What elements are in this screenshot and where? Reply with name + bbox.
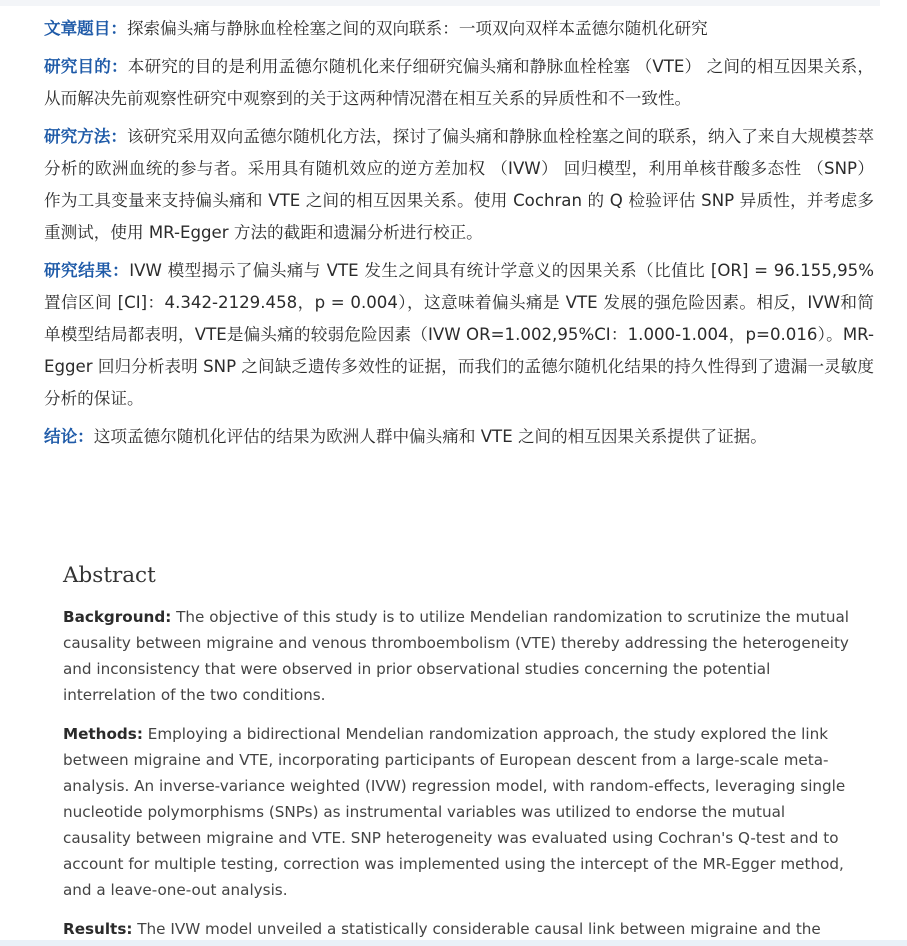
abstract-methods-text: Employing a bidirectional Mendelian randomization approach, the study explored the link between migraine and VTE, incorporating participants of European descent from a large-scale meta-analysis. An inverse-variance weighted (IVW) regression model, with random-effects, leveraging single nucleotide polymorphisms (SNPs) as instrumental variables was utilized to endorse the mutual causality between migraine and VTE. SNP heterogeneity was evaluated using Cochran's Q-test and to account for multiple testing, correction was implemented using the intercept of the MR-Egger method, and a leave-one-out analysis. [63, 725, 846, 899]
abstract-results-label: Results: [63, 920, 133, 938]
abstract-background [63, 604, 853, 708]
title-paragraph [44, 13, 874, 45]
title-text: 探索偏头痛与静脉血栓栓塞之间的双向联系：一项双向双样本孟德尔随机化研究 [126, 19, 708, 38]
conclusion-text: 这项孟德尔随机化评估的结果为欧洲人群中偏头痛和 VTE 之间的相互因果关系提供了证据。 [93, 427, 767, 446]
methods-label: 研究方法： [44, 127, 128, 146]
abstract-methods-label: Methods: [63, 725, 143, 743]
background-text: The objective of this study is to utilize Mendelian randomization to scrutinize the mutual causality between migraine and venous thromboembolism (VTE) thereby addressing the heterogeneity and inconsistency that were observed in prior observational studies concerning the potential interrelation of the two conditions. [63, 608, 849, 704]
conclusion-label: 结论： [44, 427, 94, 446]
right-margin [880, 0, 907, 946]
english-abstract [63, 560, 853, 946]
objective-paragraph [44, 51, 874, 115]
background-label: Background: [63, 608, 172, 626]
results-text: IVW 模型揭示了偏头痛与 VTE 发生之间具有统计学意义的因果关系（比值比 [OR] = 96.155,95% 置信区间 [CI]：4.342-2129.458，p = 0.004），这意味着偏头痛是 VTE 发展的强危险因素。相反，IVW和简单模型结局都表明，VTE是偏头痛的较弱危险因素（IVW OR=1.002,95%CI：1.000-1.004，p=0.016）。MR-Egger 回归分析表明 SNP 之间缺乏遗传多效性的证据，而我们的孟德尔随机化结果的持久性得到了遗漏一灵敏度分析的保证。 [44, 261, 874, 408]
objective-text: 本研究的目的是利用孟德尔随机化来仔细研究偏头痛和静脉血栓栓塞 （VTE） 之间的相互因果关系，从而解决先前观察性研究中观察到的关于这两种情况潜在相互关系的异质性和不一致性。 [44, 57, 874, 108]
conclusion-paragraph [44, 421, 874, 453]
results-paragraph [44, 255, 874, 415]
abstract-heading: Abstract [63, 563, 156, 588]
abstract-methods [63, 721, 853, 903]
abstract-results [63, 916, 853, 942]
results-label: 研究结果： [44, 261, 130, 280]
chinese-summary [44, 13, 874, 459]
title-label: 文章题目： [44, 19, 127, 38]
objective-label: 研究目的： [44, 57, 128, 76]
abstract-results-text: The IVW model unveiled a statistically considerable causal link between migraine and the [137, 920, 821, 938]
top-strip [0, 0, 880, 6]
methods-paragraph [44, 121, 874, 249]
bottom-strip [0, 940, 907, 946]
methods-text: 该研究采用双向孟德尔随机化方法，探讨了偏头痛和静脉血栓栓塞之间的联系，纳入了来自大规模荟萃分析的欧洲血统的参与者。采用具有随机效应的逆方差加权 （IVW） 回归模型，利用单核苷酸多态性 （SNP） 作为工具变量来支持偏头痛和 VTE 之间的相互因果关系。使用 Cochran 的 Q 检验评估 SNP 异质性，并考虑多重测试，使用 MR-Egger 方法的截距和遗漏分析进行校正。 [44, 127, 875, 242]
